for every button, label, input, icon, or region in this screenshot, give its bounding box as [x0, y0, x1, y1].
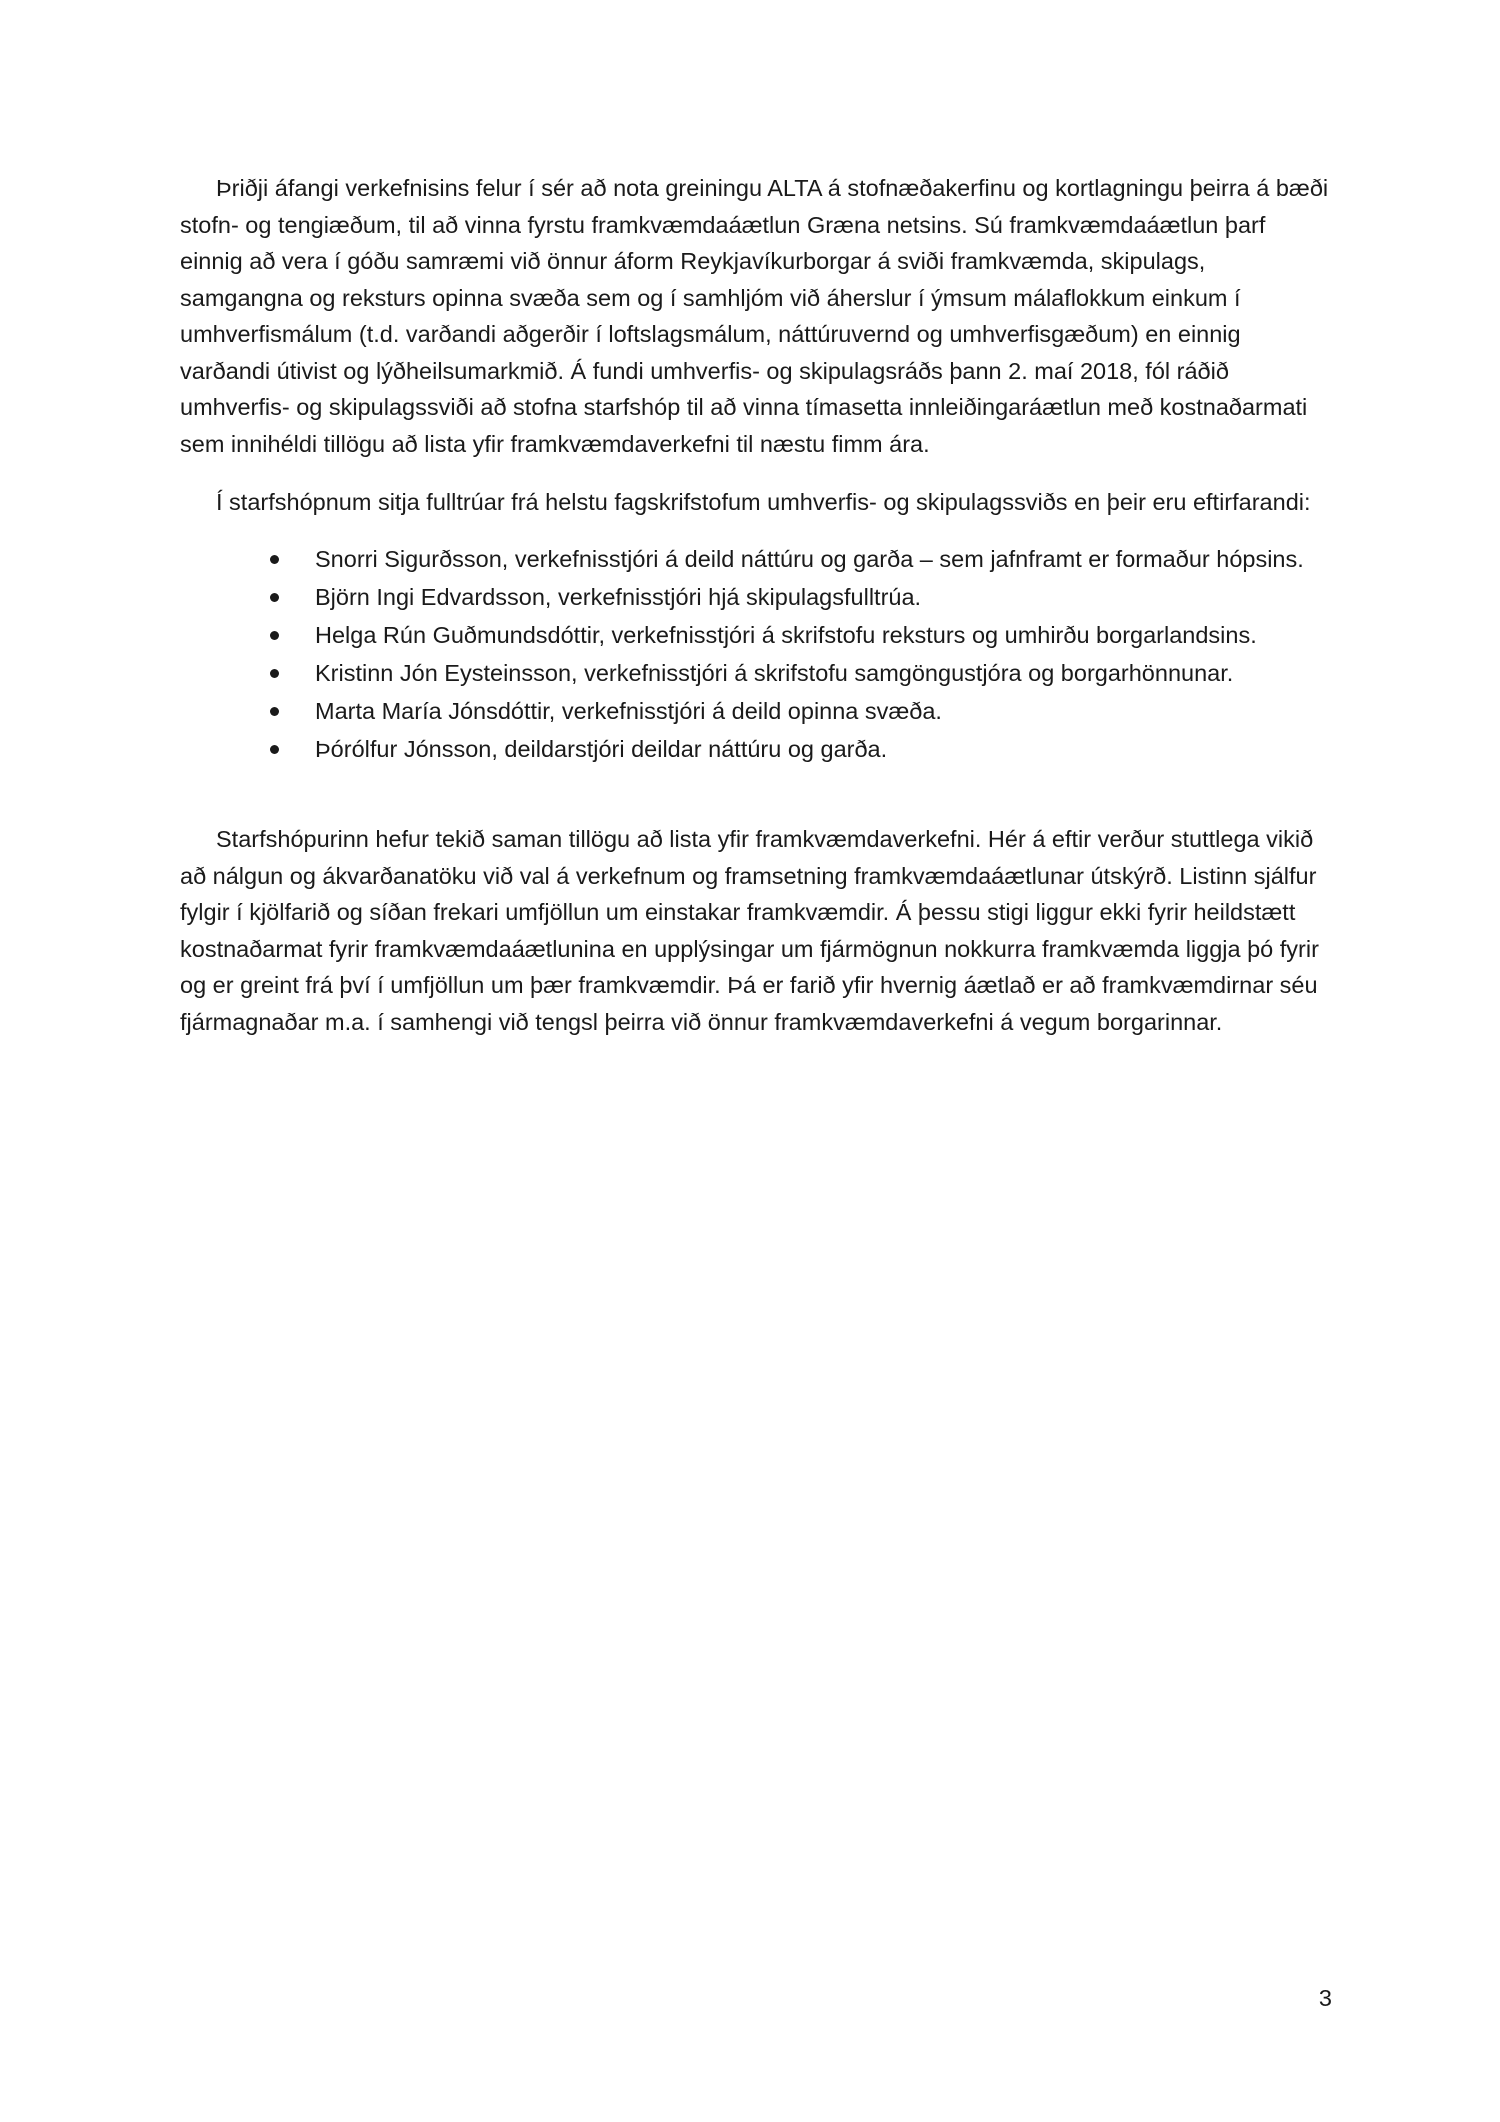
member-text: Þórólfur Jónsson, deildarstjóri deildar náttúru og garða. — [315, 735, 888, 762]
page-content — [180, 170, 1330, 1040]
paragraph-phase-three: Þriðji áfangi verkefnisins felur í sér að nota greiningu ALTA á stofnæðakerfinu og kortlagningu þeirra á bæði stofn- og tengiæðum, til að vinna fyrstu framkvæmdaáætlun Græna netsins. Sú framkvæmdaáætlun þarf einnig að vera í góðu samræmi við önnur áform Reykjavíkurborgar á sviði framkvæmda, skipulags, samgangna og reksturs opinna svæða sem og í samhljóm við áherslur í ýmsum málaflokkum einkum í umhverfismálum (t.d. varðandi aðgerðir í loftslagsmálum, náttúruvernd og umhverfisgæðum) en einnig varðandi útivist og lýðheilsumarkmið. Á fundi umhverfis- og skipulagsráðs þann 2. maí 2018, fól ráðið umhverfis- og skipulagssviði að stofna starfshóp til að vinna tímasetta innleiðingaráætlun með kostnaðarmati sem innihéldi tillögu að lista yfir framkvæmdaverkefni til næstu fimm ára. — [180, 175, 1329, 457]
list-item — [270, 541, 1330, 578]
list-item — [270, 731, 1330, 768]
bullet-icon — [270, 707, 279, 716]
member-text: Snorri Sigurðsson, verkefnisstjóri á deild náttúru og garða – sem jafnframt er formaður hópsins. — [315, 545, 1304, 572]
page-number: 3 — [1318, 1985, 1332, 2011]
bullet-icon — [270, 745, 279, 754]
member-text: Björn Ingi Edvardsson, verkefnisstjóri hjá skipulagsfulltrúa. — [315, 583, 922, 610]
paragraph-working-group: Í starfshópnum sitja fulltrúar frá helstu fagskrifstofum umhverfis- og skipulagssviðs en þeir eru eftirfarandi: — [216, 489, 1311, 515]
bullet-icon — [270, 631, 279, 640]
member-text: Helga Rún Guðmundsdóttir, verkefnisstjóri á skrifstofu reksturs og umhirðu borgarlandsins. — [315, 621, 1257, 648]
list-item — [270, 617, 1330, 654]
member-text: Marta María Jónsdóttir, verkefnisstjóri á deild opinna svæða. — [315, 697, 942, 724]
list-item — [270, 693, 1330, 730]
bullet-icon — [270, 669, 279, 678]
list-item — [270, 655, 1330, 692]
bullet-icon — [270, 555, 279, 564]
bullet-icon — [270, 593, 279, 602]
member-text: Kristinn Jón Eysteinsson, verkefnisstjóri á skrifstofu samgöngustjóra og borgarhönnunar. — [315, 659, 1234, 686]
members-list — [180, 541, 1330, 768]
list-item — [270, 579, 1330, 616]
paragraph-working-group-proposal: Starfshópurinn hefur tekið saman tillögu að lista yfir framkvæmdaverkefni. Hér á eftir verður stuttlega vikið að nálgun og ákvarðanatöku við val á verkefnum og framsetning framkvæmdaáætlunar útskýrð. Listinn sjálfur fylgir í kjölfarið og síðan frekari umfjöllun um einstakar framkvæmdir. Á þessu stigi liggur ekki fyrir heildstætt kostnaðarmat fyrir framkvæmdaáætlunina en upplýsingar um fjármögnun nokkurra framkvæmda liggja þó fyrir og er greint frá því í umfjöllun um þær framkvæmdir. Þá er farið yfir hvernig áætlað er að framkvæmdirnar séu fjármagnaðar m.a. í samhengi við tengsl þeirra við önnur framkvæmdaverkefni á vegum borgarinnar. — [180, 826, 1319, 1035]
